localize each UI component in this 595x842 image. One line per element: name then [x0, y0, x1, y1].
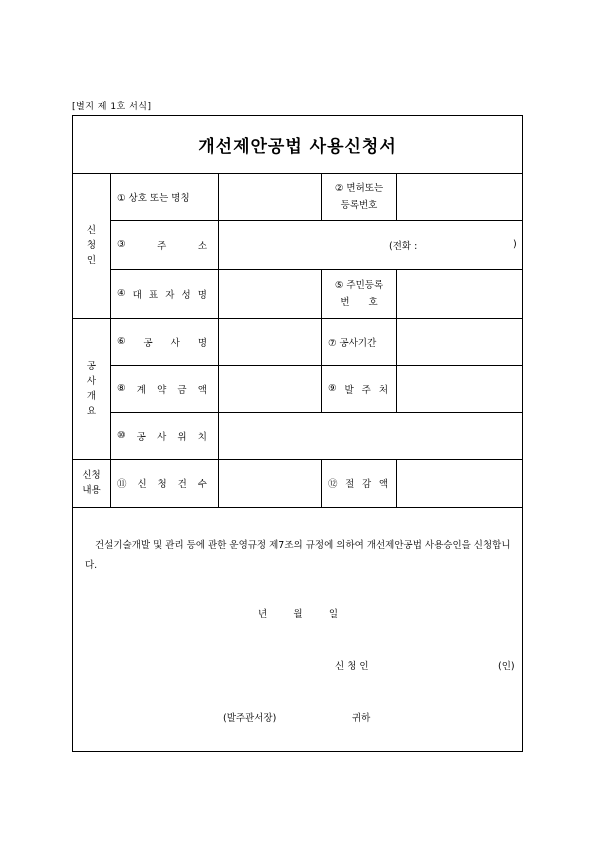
phone-label: (전화 : — [389, 240, 418, 252]
form-title: 개선제안공법 사용신청서 — [198, 137, 397, 157]
label-char: 청 — [157, 479, 167, 490]
label-char: 감 — [361, 479, 372, 490]
label-char: ⑥ — [117, 336, 126, 347]
section-line: 내용 — [82, 485, 101, 496]
label-line: 번 호 — [340, 296, 378, 308]
label-char: 약 — [157, 384, 167, 396]
rule — [73, 507, 522, 508]
label-location — [117, 412, 207, 459]
label-char: 공 — [136, 431, 146, 443]
label-line: 등록번호 — [340, 199, 378, 211]
label-char: 신 — [137, 479, 147, 490]
phone-close: ) — [513, 239, 517, 250]
label-char: 성 — [181, 289, 191, 301]
form-number-label: [별지 제 1호 서식] — [72, 102, 152, 112]
applicant-signature-label: 신 청 인 — [335, 661, 369, 672]
label-char: 금 — [177, 384, 187, 396]
label-char: 주 — [157, 240, 167, 252]
label-trade-name: ① 상호 또는 명칭 — [117, 192, 190, 204]
label-char: 발 — [344, 384, 354, 396]
label-line: ⑤ 주민등록 — [334, 279, 384, 291]
application-date — [258, 606, 338, 620]
input-contract-amount[interactable] — [219, 366, 320, 411]
label-savings — [328, 459, 388, 507]
application-statement: 건설기술개발 및 관리 등에 관한 운영규정 제7조의 규정에 의하여 개선제안공법 사용승인을 신청합니다. — [85, 540, 511, 571]
label-char: ⑨ — [328, 383, 337, 394]
input-savings[interactable] — [397, 460, 521, 506]
section-request — [73, 459, 110, 507]
section-project-overview — [73, 318, 110, 459]
section-char: 요 — [86, 405, 97, 417]
label-char: 절 — [345, 479, 355, 490]
label-char: 소 — [197, 240, 207, 252]
label-char: 계 — [136, 384, 146, 396]
input-client[interactable] — [397, 366, 521, 411]
section-char: 공 — [86, 360, 97, 372]
input-resident-no[interactable] — [397, 270, 521, 317]
label-char: 액 — [378, 479, 388, 490]
label-contract-amount — [117, 365, 207, 412]
section-char: 신 — [86, 225, 97, 236]
label-address — [117, 220, 207, 269]
label-char: ④ — [117, 288, 126, 299]
label-client — [328, 365, 388, 412]
label-char: 자 — [165, 289, 175, 301]
application-form — [72, 115, 523, 752]
label-request-count — [117, 459, 207, 507]
seal-mark: (인) — [498, 661, 515, 672]
input-license-no[interactable] — [397, 174, 521, 219]
label-char: 공 — [143, 337, 153, 349]
section-line: 신청 — [82, 470, 101, 481]
date-month: 월 — [293, 609, 303, 620]
label-project-period: ⑦ 공사기간 — [328, 337, 377, 349]
label-char: 치 — [197, 431, 207, 443]
label-char: 주 — [361, 384, 371, 396]
label-char: 액 — [197, 384, 207, 396]
label-char: ⑪ — [117, 479, 127, 490]
input-representative[interactable] — [219, 270, 320, 317]
label-license-no — [322, 173, 396, 220]
addressee: (발주관서장) — [223, 713, 277, 724]
input-address[interactable] — [219, 221, 521, 268]
label-char: 처 — [378, 384, 388, 396]
rule — [321, 459, 322, 507]
label-char: ⑫ — [328, 479, 338, 490]
input-request-count[interactable] — [219, 460, 320, 506]
section-char: 인 — [86, 255, 97, 266]
honorific: 귀하 — [352, 713, 371, 724]
label-char: 명 — [197, 337, 207, 349]
section-applicant — [73, 173, 110, 318]
label-char: 사 — [170, 337, 180, 349]
input-location[interactable] — [219, 413, 521, 458]
label-project-name — [117, 318, 207, 365]
label-char: 사 — [157, 431, 167, 443]
date-day: 일 — [328, 609, 338, 620]
date-year: 년 — [258, 609, 268, 620]
label-char: ③ — [117, 239, 126, 250]
section-char: 개 — [86, 390, 97, 402]
input-project-period[interactable] — [397, 319, 521, 364]
label-char: 수 — [197, 479, 207, 490]
label-resident-no — [322, 269, 396, 318]
input-trade-name[interactable] — [219, 174, 320, 219]
label-char: ⑧ — [117, 383, 126, 394]
label-char: 표 — [148, 289, 159, 301]
section-char: 청 — [86, 240, 97, 251]
label-line: ② 면허또는 — [334, 182, 384, 194]
label-char: 대 — [132, 289, 142, 301]
input-project-name[interactable] — [219, 319, 320, 364]
label-char: ⑩ — [117, 430, 126, 441]
label-char: 위 — [177, 431, 187, 443]
label-representative — [117, 269, 207, 318]
label-char: 명 — [197, 289, 207, 301]
section-char: 사 — [86, 375, 97, 387]
label-char: 건 — [177, 479, 187, 490]
rule — [110, 173, 111, 507]
